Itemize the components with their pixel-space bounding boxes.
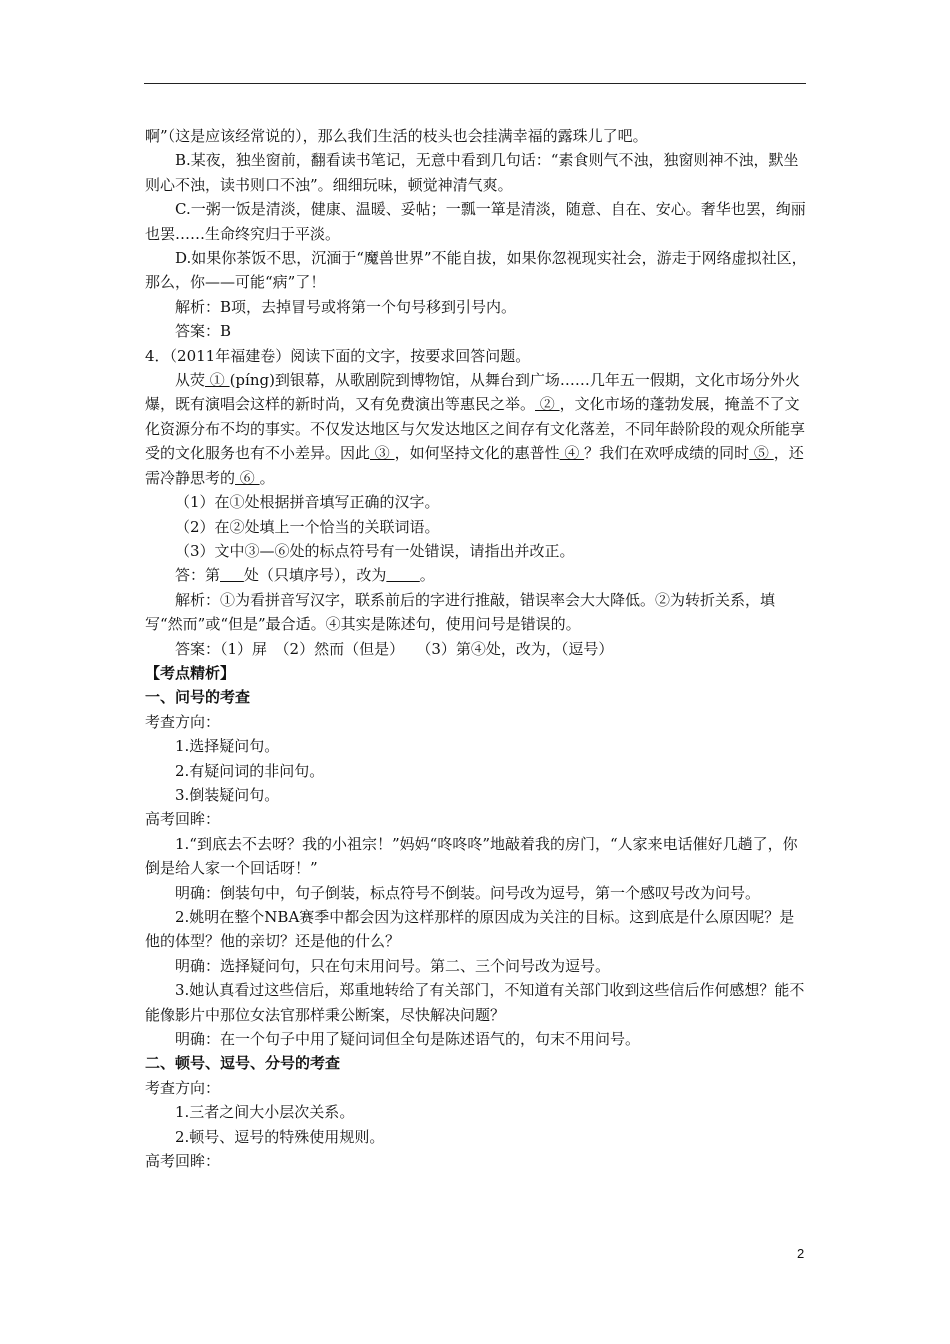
analysis-4: 解析：①为看拼音写汉字，联系前后的字进行推敲，错误率会大大降低。②为转折关系，填写“然而”或“但是”最合适。④其实是陈述句，使用问号是错误的。 (145, 590, 776, 634)
header-rule (144, 83, 806, 84)
section-1-heading: 一、问号的考查 (145, 688, 251, 707)
explanation-3: 明确：在一个句子中用了疑问词但全句是陈述语气的，句末不用问号。 (175, 1030, 641, 1049)
example-3: 3.她认真看过这些信后，郑重地转给了有关部门，不知道有关部门收到这些信后作何感想？能不能像影片中那位女法官那样秉公断案，尽快解决问题？ (145, 981, 805, 1024)
answer-mid: 处（只填序号），改为 (243, 566, 387, 585)
direction-label: 考查方向： (145, 1078, 221, 1097)
answer-4: 答案：（1）屏 （2）然而（但是） （3）第④处，改为，（逗号） (175, 639, 614, 658)
direction-item: 2.有疑问词的非问句。 (175, 761, 325, 780)
answer-blank-1 (220, 566, 244, 584)
passage-text: ，如何坚持文化的惠普性 (394, 444, 560, 463)
sub-question-3: （3）文中③—⑥处的标点符号有一处错误，请指出并改正。 (175, 541, 575, 560)
sub-question-2: （2）在②处填上一个恰当的关联词语。 (175, 517, 440, 536)
direction-item: 1.选择疑问句。 (175, 737, 280, 756)
passage (145, 368, 807, 490)
review-label: 高考回眸： (145, 810, 221, 829)
answer-line (145, 563, 807, 587)
explanation-1: 明确：倒装句中，句子倒装，标点符号不倒装。问号改为逗号，第一个感叹号改为问号。 (175, 883, 761, 902)
example-2: 2.姚明在整个NBA赛季中都会因为这样那样的原因成为关注的目标。这到底是什么原因呢？是他的体型？他的亲切？还是他的什么？ (145, 908, 795, 951)
sub-question-1: （1）在①处根据拼音填写正确的汉字。 (175, 493, 440, 512)
review-label: 高考回眸： (145, 1152, 221, 1171)
answer-prefix: 答：第 (175, 566, 221, 585)
passage-text: 从荧 (175, 371, 206, 390)
direction-item: 2.顿号、逗号的特殊使用规则。 (175, 1127, 385, 1146)
answer-blank-2 (386, 566, 419, 584)
blank-4: ④ (559, 444, 585, 463)
answer-3: 答案：B (175, 322, 232, 341)
answer-end: 。 (419, 566, 435, 585)
blank-3: ③ (370, 444, 395, 463)
passage-text: ？我们在欢呼成绩的同时 (584, 444, 750, 463)
blank-6: ⑥ (235, 468, 260, 487)
passage-text: ，文化市场的蓬勃发展，掩盖不了文化资源分布不均的事实。不仅发达地区与欠发达地区之间存有文化落差，不同年龄阶段的观众所能享受的文化服务也有不小差异。因此 (145, 395, 806, 463)
direction-label: 考查方向： (145, 712, 221, 731)
blank-2: ② (535, 395, 560, 414)
explanation-2: 明确：选择疑问句，只在句末用问号。第二、三个问号改为逗号。 (175, 956, 611, 975)
question-4: 4．（2011年福建卷）阅读下面的文字，按要求回答问题。 (145, 346, 531, 365)
page-content (145, 124, 807, 1173)
passage-text: ，还需冷静思考的 (145, 444, 804, 487)
section-heading: 【考点精析】 (145, 663, 236, 682)
example-1: 1.“到底去不去呀？我的小祖宗！”妈妈“咚咚咚”地敲着我的房门，“人家来电话催好几趟了，你倒是给人家一个回话呀！” (145, 834, 798, 878)
text-line: 啊”（这是应该经常说的），那么我们生活的枝头也会挂满幸福的露珠儿了吧。 (145, 127, 648, 145)
option-c: C.一粥一饭是清淡，健康、温暖、妥帖；一瓢一箪是清淡，随意、自在、安心。奢华也罢，绚丽也罢……生命终究归于平淡。 (145, 200, 806, 243)
blank-5: ⑤ (749, 444, 774, 463)
section-2-heading: 二、顿号、逗号、分号的考查 (145, 1054, 341, 1073)
passage-text: (píng)到银幕，从歌剧院到博物馆，从舞台到广场……几年五一假期，文化市场分外火爆，既有演唱会这样的新时尚，又有免费演出等惠民之举。 (145, 371, 800, 414)
direction-item: 1.三者之间大小层次关系。 (175, 1103, 355, 1122)
blank-1: ① (205, 371, 230, 390)
page-number: 2 (797, 1246, 805, 1261)
direction-item: 3.倒装疑问句。 (175, 785, 280, 804)
option-b: B.某夜，独坐窗前，翻看读书笔记，无意中看到几句话：“素食则气不浊，独窗则神不浊，默坐则心不浊，读书则口不浊”。细细玩味，顿觉神清气爽。 (145, 151, 799, 194)
analysis-3: 解析：B项，去掉冒号或将第一个句号移到引号内。 (175, 297, 517, 316)
passage-text: 。 (259, 468, 275, 487)
option-d: D.如果你茶饭不思，沉湎于“魔兽世界”不能自拔，如果你忽视现实社会，游走于网络虚拟社区，那么，你——可能“病”了！ (145, 249, 807, 292)
